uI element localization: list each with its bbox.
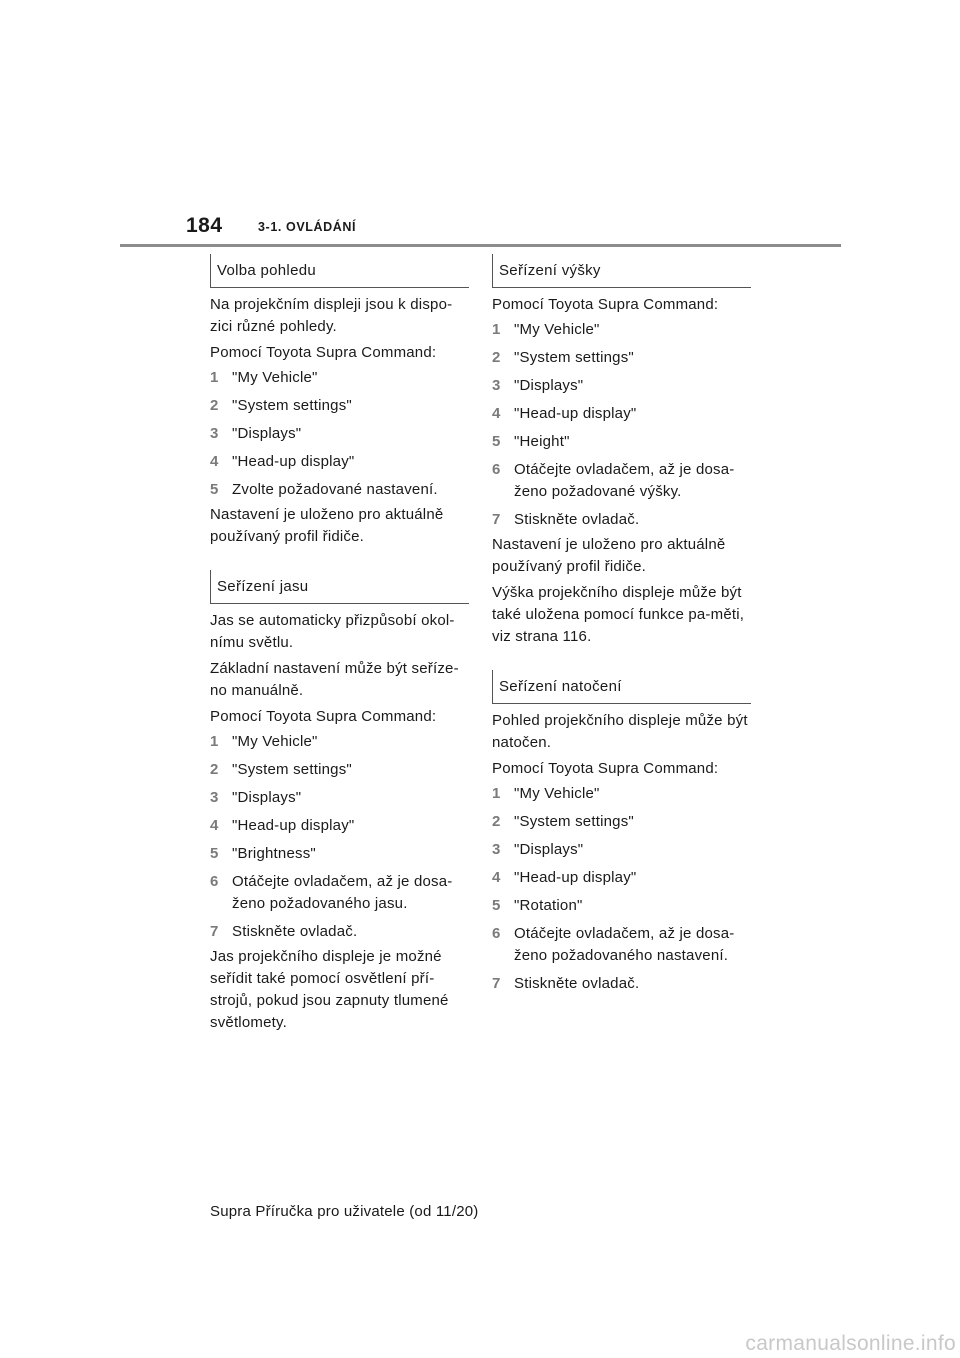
paragraph: Nastavení je uloženo pro aktuálně používaný profil řidiče. <box>492 536 726 575</box>
step-item <box>492 923 751 967</box>
step-text: Otáčejte ovladačem, až je dosa-ženo požadovaného nastavení. <box>514 925 735 964</box>
step-number: 3 <box>492 377 501 394</box>
step-number: 5 <box>210 845 219 862</box>
step-number: 6 <box>492 925 501 942</box>
step-text: "Displays" <box>514 841 584 858</box>
step-number: 4 <box>492 405 501 422</box>
paragraph: Jas projekčního displeje je možné seřídit také pomocí osvětlení pří-strojů, pokud jsou zapnuty tlumené světlomety. <box>210 948 449 1031</box>
section-header-view: Volba pohledu <box>210 254 469 288</box>
paragraph: Nastavení je uloženo pro aktuálně používaný profil řidiče. <box>210 506 444 545</box>
step-text: "Rotation" <box>514 897 583 914</box>
step-number: 1 <box>492 785 501 802</box>
step-number: 2 <box>210 761 219 778</box>
paragraph: Pomocí Toyota Supra Command: <box>492 760 719 777</box>
paragraph: Pomocí Toyota Supra Command: <box>210 708 437 725</box>
step-number: 2 <box>492 349 501 366</box>
step-text: "System settings" <box>514 349 634 366</box>
chapter-title: 3-1. OVLÁDÁNÍ <box>258 220 357 234</box>
page-number: 184 <box>186 214 223 237</box>
step-number: 5 <box>492 897 501 914</box>
section-header-brightness: Seřízení jasu <box>210 570 469 604</box>
step-text: "Brightness" <box>232 845 316 862</box>
step-number: 7 <box>492 975 501 992</box>
step-number: 3 <box>210 789 219 806</box>
step-number: 4 <box>210 817 219 834</box>
step-item <box>492 431 751 453</box>
step-number: 2 <box>210 397 219 414</box>
paragraph: Pomocí Toyota Supra Command: <box>492 296 719 313</box>
step-number: 6 <box>210 873 219 890</box>
paragraph: Na projekčním displeji jsou k dispo-zici různé pohledy. <box>210 296 453 335</box>
step-item <box>210 731 469 753</box>
paragraph: Výška projekčního displeje může být také uložena pomocí funkce pa-měti, viz strana 116. <box>492 584 745 645</box>
step-text: Zvolte požadované nastavení. <box>232 481 438 498</box>
step-text: "Head-up display" <box>232 453 355 470</box>
step-number: 6 <box>492 461 501 478</box>
step-item <box>210 787 469 809</box>
step-item <box>210 871 469 915</box>
step-text: Stiskněte ovladač. <box>514 511 640 528</box>
step-list <box>492 319 751 531</box>
step-text: "My Vehicle" <box>514 785 600 802</box>
step-item <box>210 815 469 837</box>
step-item <box>210 921 469 943</box>
step-item <box>492 973 751 995</box>
step-text: "System settings" <box>232 397 352 414</box>
step-item <box>492 319 751 341</box>
step-text: "Height" <box>514 433 570 450</box>
step-item <box>492 375 751 397</box>
step-list <box>210 731 469 943</box>
section-header-height: Seřízení výšky <box>492 254 751 288</box>
step-number: 4 <box>210 453 219 470</box>
step-text: Otáčejte ovladačem, až je dosa-ženo požadované výšky. <box>514 461 735 500</box>
step-number: 3 <box>210 425 219 442</box>
watermark: carmanualsonline.info <box>745 1332 956 1355</box>
step-text: "My Vehicle" <box>514 321 600 338</box>
step-text: Stiskněte ovladač. <box>514 975 640 992</box>
step-text: "System settings" <box>232 761 352 778</box>
section-header-rotation: Seřízení natočení <box>492 670 751 704</box>
step-number: 7 <box>210 923 219 940</box>
step-number: 1 <box>492 321 501 338</box>
step-text: "My Vehicle" <box>232 733 318 750</box>
step-item <box>210 395 469 417</box>
step-item <box>492 811 751 833</box>
right-column <box>492 254 751 998</box>
step-list <box>492 783 751 995</box>
step-text: "Head-up display" <box>232 817 355 834</box>
step-text: "My Vehicle" <box>232 369 318 386</box>
step-number: 1 <box>210 733 219 750</box>
step-text: "System settings" <box>514 813 634 830</box>
step-list <box>210 367 469 501</box>
step-item <box>210 451 469 473</box>
step-number: 7 <box>492 511 501 528</box>
left-column <box>210 254 469 1034</box>
step-text: "Head-up display" <box>514 405 637 422</box>
step-number: 3 <box>492 841 501 858</box>
step-number: 5 <box>210 481 219 498</box>
step-item <box>492 895 751 917</box>
step-item <box>210 423 469 445</box>
step-number: 4 <box>492 869 501 886</box>
step-number: 2 <box>492 813 501 830</box>
step-text: "Head-up display" <box>514 869 637 886</box>
footer-text: Supra Příručka pro uživatele (od 11/20) <box>210 1203 479 1220</box>
step-text: "Displays" <box>232 789 302 806</box>
step-text: "Displays" <box>232 425 302 442</box>
step-text: "Displays" <box>514 377 584 394</box>
step-item <box>492 347 751 369</box>
step-item <box>210 759 469 781</box>
paragraph: Pomocí Toyota Supra Command: <box>210 344 437 361</box>
paragraph: Jas se automaticky přizpůsobí okol-nímu světlu. <box>210 612 455 651</box>
paragraph: Pohled projekčního displeje může být natočen. <box>492 712 748 751</box>
step-item <box>492 403 751 425</box>
header-rule <box>120 244 841 247</box>
step-item <box>492 459 751 503</box>
paragraph: Základní nastavení může být seříze-no manuálně. <box>210 660 459 699</box>
step-item <box>492 839 751 861</box>
step-item <box>210 843 469 865</box>
step-number: 1 <box>210 369 219 386</box>
step-number: 5 <box>492 433 501 450</box>
step-item <box>492 867 751 889</box>
step-text: Otáčejte ovladačem, až je dosa-ženo požadovaného jasu. <box>232 873 453 912</box>
step-item <box>492 783 751 805</box>
step-item <box>210 367 469 389</box>
step-item <box>492 509 751 531</box>
step-text: Stiskněte ovladač. <box>232 923 358 940</box>
step-item <box>210 479 469 501</box>
